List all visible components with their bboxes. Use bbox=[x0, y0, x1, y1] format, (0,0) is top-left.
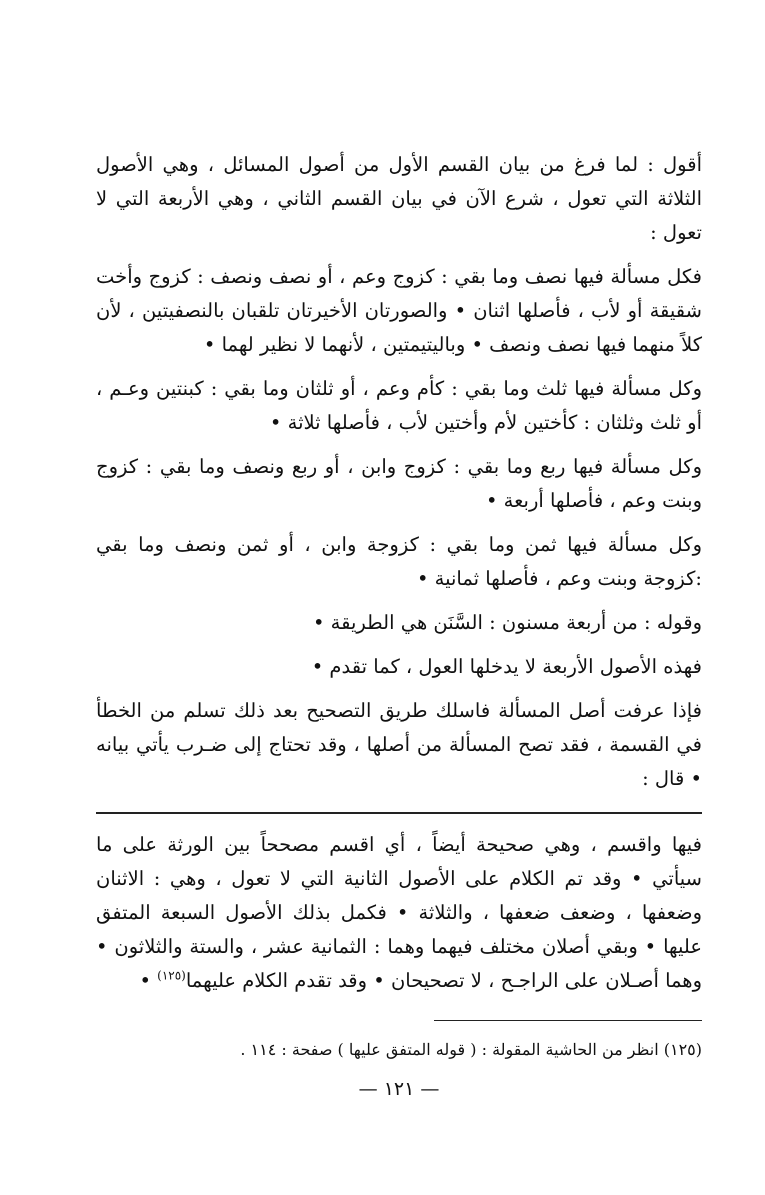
page-number: — ١٢١ — bbox=[358, 1078, 440, 1100]
main-paragraph: وكل مسألة فيها ثمن وما بقي : كزوجة وابن ، أو ثمن ونصف وما بقي :كزوجة وبنت وعم ، فأصلها ثمانية • bbox=[96, 533, 702, 590]
footnote: (١٢٥) انظر من الحاشية المقولة : ( قوله المتفق عليها ) صفحة : ١١٤ . bbox=[240, 1040, 702, 1059]
main-paragraph: وكل مسألة فيها ربع وما بقي : كزوج وابن ، أو ربع ونصف وما بقي : كزوج وبنت وعم ، فأصلها أربعة • bbox=[96, 455, 702, 512]
main-paragraph: فإذا عرفت أصل المسألة فاسلك طريق التصحيح بعد ذلك تسلم من الخطأ في القسمة ، فقد تصح المسألة من أصلها ، وقد تحتاج إلى ضـرب يأتي بيانه • قال : bbox=[96, 699, 702, 790]
main-paragraph: وكل مسألة فيها ثلث وما بقي : كأم وعم ، أو ثلثان وما بقي : كبنتين وعـم ، أو ثلث وثلثان : كأختين لأم وأختين لأب ، فأصلها ثلاثة • bbox=[96, 377, 702, 434]
main-paragraph: فهذه الأصول الأربعة لا يدخلها العول ، كما تقدم • bbox=[311, 655, 702, 678]
commentary-end: • bbox=[139, 969, 158, 992]
section-divider bbox=[96, 812, 702, 814]
commentary-text: فيها واقسم ، وهي صحيحة أيضاً ، أي اقسم مصححاً بين الورثة على ما سيأتي • وقد تم الكلام على الأصول الثانية التي لا تعول ، وهي : الاثنان وضعفها ، وضعف ضعفها ، والثلاثة • فكمل بذلك الأصول السبعة المتفق عليها • وبقي أصلان مختلف فيهما وهما : الثمانية عشر ، والستة والثلاثون • وهما أصـلان على الراجـح ، لا تصحيحان • وقد تقدم الكلام عليهما bbox=[96, 833, 702, 992]
footnote-reference[interactable]: (١٢٥) bbox=[157, 968, 186, 983]
page-body bbox=[96, 148, 702, 1103]
main-paragraph: وقوله : من أربعة مسنون : السَّنَن هي الطريقة • bbox=[312, 611, 702, 634]
main-paragraph: فكل مسألة فيها نصف وما بقي : كزوج وعم ، أو نصف ونصف : كزوج وأخت شقيقة أو لأب ، فأصلها اثنان • والصورتان الأخيرتان تلقبان بالنصفيتين ، لأن كلاً منهما فيها نصف ونصف • وباليتيمتين ، لأنهما لا نظير لهما • bbox=[96, 265, 702, 356]
main-paragraph: أقول : لما فرغ من بيان القسم الأول من أصول المسائل ، وهي الأصول الثلاثة التي تعول ، شرع الآن في بيان القسم الثاني ، وهي الأربعة التي لا تعول : bbox=[96, 153, 702, 244]
commentary-paragraph bbox=[96, 828, 702, 998]
footnote-divider bbox=[434, 1020, 702, 1021]
